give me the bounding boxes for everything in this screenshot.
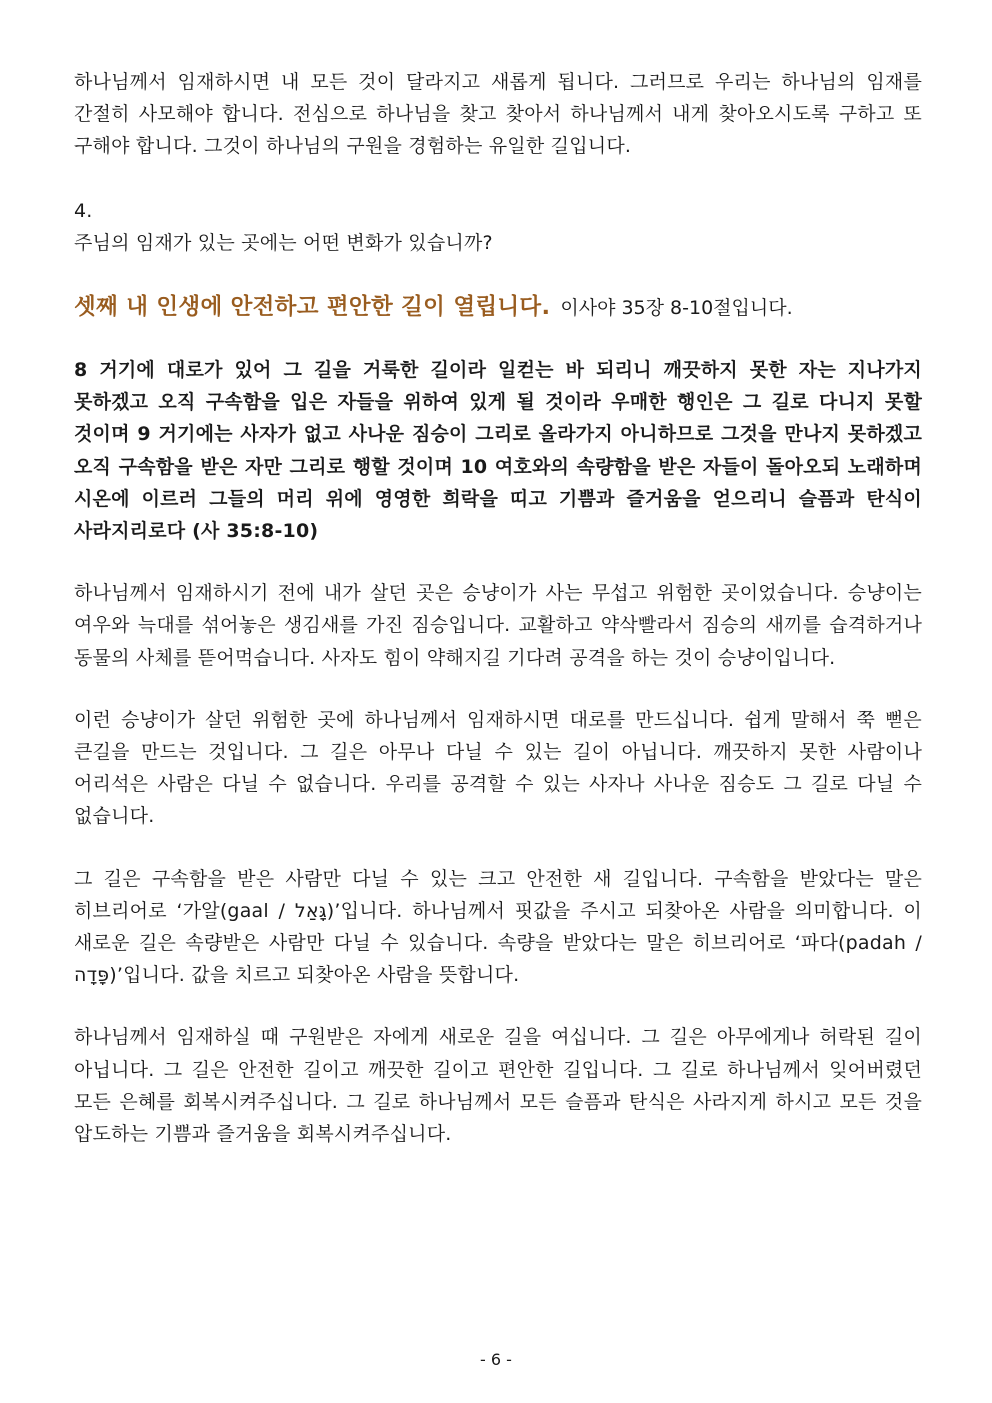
body-paragraph-3: 그 길은 구속함을 받은 사람만 다닐 수 있는 크고 안전한 새 길입니다. 구속함을 받았다는 말은 히브리어로 ‘가알(gaal / גָּאַל)’입니다. 하나님께서 핏값을 주시고 되찾아온 사람을 의미합니다. 이 새로운 길은 속량받은 사람만 다닐 수 있습니다. 속량을 받았다는 말은 히브리어로 ‘파다(padah / פָּדָה)’입니다. 값을 치르고 되찾아온 사람을 뜻합니다. <box>74 867 922 987</box>
body-paragraph-2: 이런 승냥이가 살던 위험한 곳에 하나님께서 임재하시면 대로를 만드십니다. 쉽게 말해서 쭉 뻗은 큰길을 만드는 것입니다. 그 길은 아무나 다닐 수 있는 길이 아닙니다. 깨끗하지 못한 사람이나 어리석은 사람은 다닐 수 없습니다. 우리를 공격할 수 있는 사자나 사나운 짐승도 그 길로 다닐 수 없습니다. <box>74 708 922 828</box>
heading-title: 셋째 내 인생에 안전하고 편안한 길이 열립니다. <box>74 294 551 321</box>
item-number: 4. <box>74 199 93 222</box>
document-body <box>74 66 922 1150</box>
body-paragraph-1: 하나님께서 임재하시기 전에 내가 살던 곳은 승냥이가 사는 무섭고 위험한 곳이었습니다. 승냥이는 여우와 늑대를 섞어놓은 생김새를 가진 짐승입니다. 교활하고 약삭빨라서 짐승의 새끼를 습격하거나 동물의 사체를 뜯어먹습니다. 사자도 힘이 약해지길 기다려 공격을 하는 것이 승냥이입니다. <box>74 582 922 669</box>
heading-scripture-reference: 이사야 35장 8-10절입니다. <box>560 297 793 320</box>
section-heading <box>74 291 922 324</box>
scripture-verse: 8 거기에 대로가 있어 그 길을 거룩한 길이라 일컫는 바 되리니 깨끗하지 못한 자는 지나가지 못하겠고 오직 구속함을 입은 자들을 위하여 있게 될 것이라 우매한 행인은 그 길로 다니지 못할 것이며 9 거기에는 사자가 없고 사나운 짐승이 그리로 올라가지 아니하므로 그것을 만나지 못하겠고 오직 구속함을 받은 자만 그리로 행할 것이며 10 여호와의 속량함을 받은 자들이 돌아오되 노래하며 시온에 이르러 그들의 머리 위에 영영한 희락을 띠고 기쁨과 즐거움을 얻으리니 슬픔과 탄식이 사라지리로다 (사 35:8-10) <box>74 359 922 543</box>
page-number: - 6 - <box>480 1350 512 1369</box>
question-text: 주님의 임재가 있는 곳에는 어떤 변화가 있습니까? <box>74 231 493 254</box>
body-paragraph-4: 하나님께서 임재하실 때 구원받은 자에게 새로운 길을 여십니다. 그 길은 아무에게나 허락된 길이 아닙니다. 그 길은 안전한 길이고 깨끗한 길이고 편안한 길입니다. 그 길로 하나님께서 잊어버렸던 모든 은혜를 회복시켜주십니다. 그 길로 하나님께서 모든 슬픔과 탄식은 사라지게 하시고 모든 것을 압도하는 기쁨과 즐거움을 회복시켜주십니다. <box>74 1026 922 1146</box>
intro-paragraph: 하나님께서 임재하시면 내 모든 것이 달라지고 새롭게 됩니다. 그러므로 우리는 하나님의 임재를 간절히 사모해야 합니다. 전심으로 하나님을 찾고 찾아서 하나님께서 내게 찾아오시도록 구하고 또 구해야 합니다. 그것이 하나님의 구원을 경험하는 유일한 길입니다. <box>74 71 922 158</box>
